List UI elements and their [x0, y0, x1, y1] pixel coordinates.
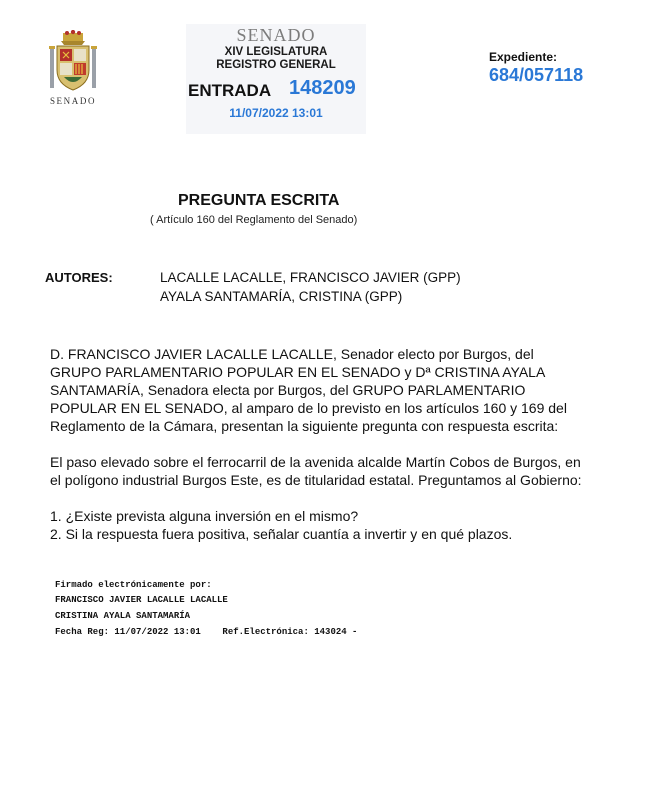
stamp-registry: REGISTRO GENERAL — [216, 59, 336, 71]
intro-paragraph — [50, 345, 620, 435]
signature-heading: Firmado electrónicamente por: — [55, 580, 212, 590]
author-name: LACALLE LACALLE, FRANCISCO JAVIER (GPP) — [160, 270, 461, 285]
text-line: El paso elevado sobre el ferrocarril de la avenida alcalde Martín Cobos de Burgos, en — [50, 454, 581, 470]
question-item: 2. Si la respuesta fuera positiva, señalar cuantía a invertir y en qué plazos. — [50, 526, 513, 542]
authors-label: AUTORES: — [45, 270, 113, 285]
document-subtitle: ( Artículo 160 del Reglamento del Senado) — [150, 214, 358, 226]
stamp-entry-label: ENTRADA — [188, 81, 272, 100]
signer-name: CRISTINA AYALA SANTAMARÍA — [55, 611, 191, 621]
stamp-institution: SENADO — [236, 25, 316, 45]
text-line: GRUPO PARLAMENTARIO POPULAR EN EL SENADO y Dª CRISTINA AYALA — [50, 364, 546, 380]
signer-name: FRANCISCO JAVIER LACALLE LACALLE — [55, 595, 228, 605]
context-paragraph — [50, 453, 620, 489]
text-line: Reglamento de la Cámara, presentan la siguiente pregunta con respuesta escrita: — [50, 418, 559, 434]
expediente-label: Expediente: — [489, 50, 558, 64]
stamp-entry-number: 148209 — [289, 77, 356, 99]
registry-reference: Fecha Reg: 11/07/2022 13:01 Ref.Electrónica: 143024 - — [55, 627, 358, 637]
document-title: PREGUNTA ESCRITA — [178, 192, 340, 209]
author-name: AYALA SANTAMARÍA, CRISTINA (GPP) — [160, 289, 403, 304]
stamp-legislature: XIV LEGISLATURA — [224, 46, 328, 58]
text-line: el polígono industrial Burgos Este, es de titularidad estatal. Preguntamos al Gobierno: — [50, 472, 582, 488]
text-line: D. FRANCISCO JAVIER LACALLE LACALLE, Senador electo por Burgos, del — [50, 346, 534, 362]
text-line: POPULAR EN EL SENADO, al amparo de lo previsto en los artículos 160 y 169 del — [50, 400, 567, 416]
stamp-datetime: 11/07/2022 13:01 — [229, 106, 323, 120]
text-line: SANTAMARÍA, Senadora electa por Burgos, del GRUPO PARLAMENTARIO — [50, 382, 526, 398]
expediente-number: 684/057118 — [489, 65, 584, 85]
logo-caption: SENADO — [49, 96, 97, 106]
question-item: 1. ¿Existe prevista alguna inversión en el mismo? — [50, 508, 359, 524]
